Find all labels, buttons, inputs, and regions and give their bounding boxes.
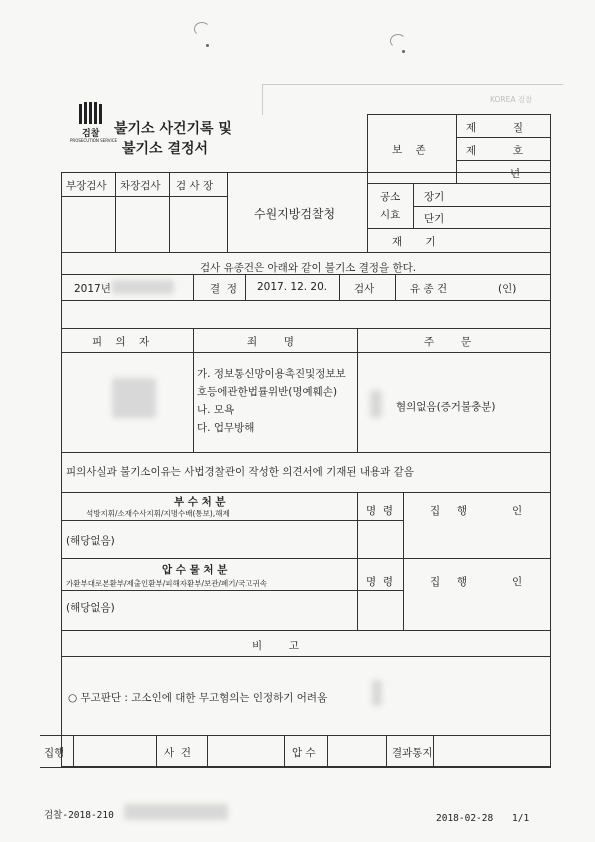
disposition-text: 혐의없음(증거불충분): [396, 401, 496, 413]
column-charges: 죄 명: [247, 336, 294, 348]
approval-deputy-chief: 부장검사: [66, 180, 107, 192]
seized-execute-label: 집 행: [430, 576, 467, 588]
ancillary-seal: 인: [512, 505, 523, 517]
prescription-label: 공소 시효: [380, 191, 401, 221]
preservation-row-volume: 제 질: [466, 122, 524, 134]
ancillary-value: (해당없음): [66, 535, 115, 547]
disposition-reason: 피의사실과 불기소이유는 사법경찰관이 작성한 의견서에 기재된 내용과 같음: [66, 466, 414, 478]
reinvestigation-label: 재 기: [392, 236, 436, 248]
decision-date: 2017. 12. 20.: [257, 281, 328, 293]
prosecutor-label: 검사: [354, 283, 375, 295]
footer-row-result: 결과통지: [392, 747, 433, 759]
redacted-suspect-name: [112, 378, 156, 418]
footer-row-seizure: 압 수: [292, 747, 316, 759]
preservation-label: 보 존: [392, 144, 426, 156]
ancillary-execute-label: 집 행: [430, 505, 467, 517]
column-suspect: 피 의 자: [92, 336, 150, 348]
punch-dot: [206, 44, 209, 47]
logo-name: 검찰: [82, 129, 100, 139]
document-number: 검찰-2018-210: [44, 810, 114, 821]
seized-value: (해당없음): [66, 602, 115, 614]
background-stamp-text: KOREA 검찰: [490, 95, 533, 104]
page-number: 1/1: [512, 813, 530, 824]
punch-hole-mark: [390, 34, 406, 48]
seized-seal: 인: [512, 576, 523, 588]
decision-label: 결 정: [210, 283, 237, 295]
logo-bars-icon: [78, 102, 104, 124]
seized-order-label: 명 령: [366, 576, 393, 588]
prosecutor-name: 유 종 건: [410, 283, 448, 295]
prescription-short: 단기: [424, 213, 445, 225]
form-title-line1: 불기소 사건기록 및: [114, 121, 232, 137]
punch-dot: [402, 50, 405, 53]
print-date: 2018-02-28: [436, 813, 494, 824]
redacted-mark: [370, 390, 382, 418]
approval-vice-chief: 차장검사: [120, 180, 161, 192]
remarks-text: ○ 무고판단 : 고소인에 대한 무고혐의는 인정하기 어려움: [68, 692, 328, 704]
office-name: 수원지방검찰청: [254, 207, 336, 221]
footer-row-execution: 집행: [44, 747, 65, 759]
case-year: 2017년: [74, 283, 111, 295]
charge-item-1: 가. 정보통신망이용촉진및정보보: [197, 368, 346, 380]
logo-english: PROSECUTION SERVICE: [70, 138, 118, 143]
charge-item-4: 다. 업무방해: [197, 422, 255, 434]
ancillary-order-label: 명 령: [366, 505, 393, 517]
seized-subtitle: 가환부대로본환부/제출인환부/피해자환부/보관/폐기/국고귀속: [66, 579, 268, 588]
form-title-line2: 불기소 결정서: [122, 141, 209, 157]
seized-title: 압 수 물 처 분: [162, 564, 228, 576]
ancillary-subtitle: 석방지휘/소재수사지휘/지명수배(통보),해제: [86, 509, 230, 518]
redacted-document-number: [124, 804, 228, 820]
redacted-mark: [372, 680, 382, 706]
punch-hole-mark: [194, 22, 210, 36]
prosecution-logo: [78, 102, 104, 124]
prescription-long: 장기: [424, 191, 445, 203]
prosecutor-seal: (인): [498, 283, 517, 295]
footer-row-case: 사 건: [164, 747, 191, 759]
remarks-title: 비 고: [252, 640, 299, 652]
redacted-case-number: [112, 280, 174, 294]
ancillary-title: 부 수 처 분: [174, 496, 226, 508]
preservation-row-year: 년: [510, 168, 521, 180]
approval-chief: 검 사 장: [176, 180, 214, 192]
column-disposition: 주 문: [424, 336, 471, 348]
charge-item-2: 호등에관한법률위반(명예훼손): [197, 386, 338, 398]
decision-statement: 검사 유종건은 아래와 같이 불기소 결정을 한다.: [200, 262, 417, 274]
preservation-row-number: 제 호: [466, 145, 524, 157]
charge-item-3: 나. 모욕: [197, 404, 235, 416]
